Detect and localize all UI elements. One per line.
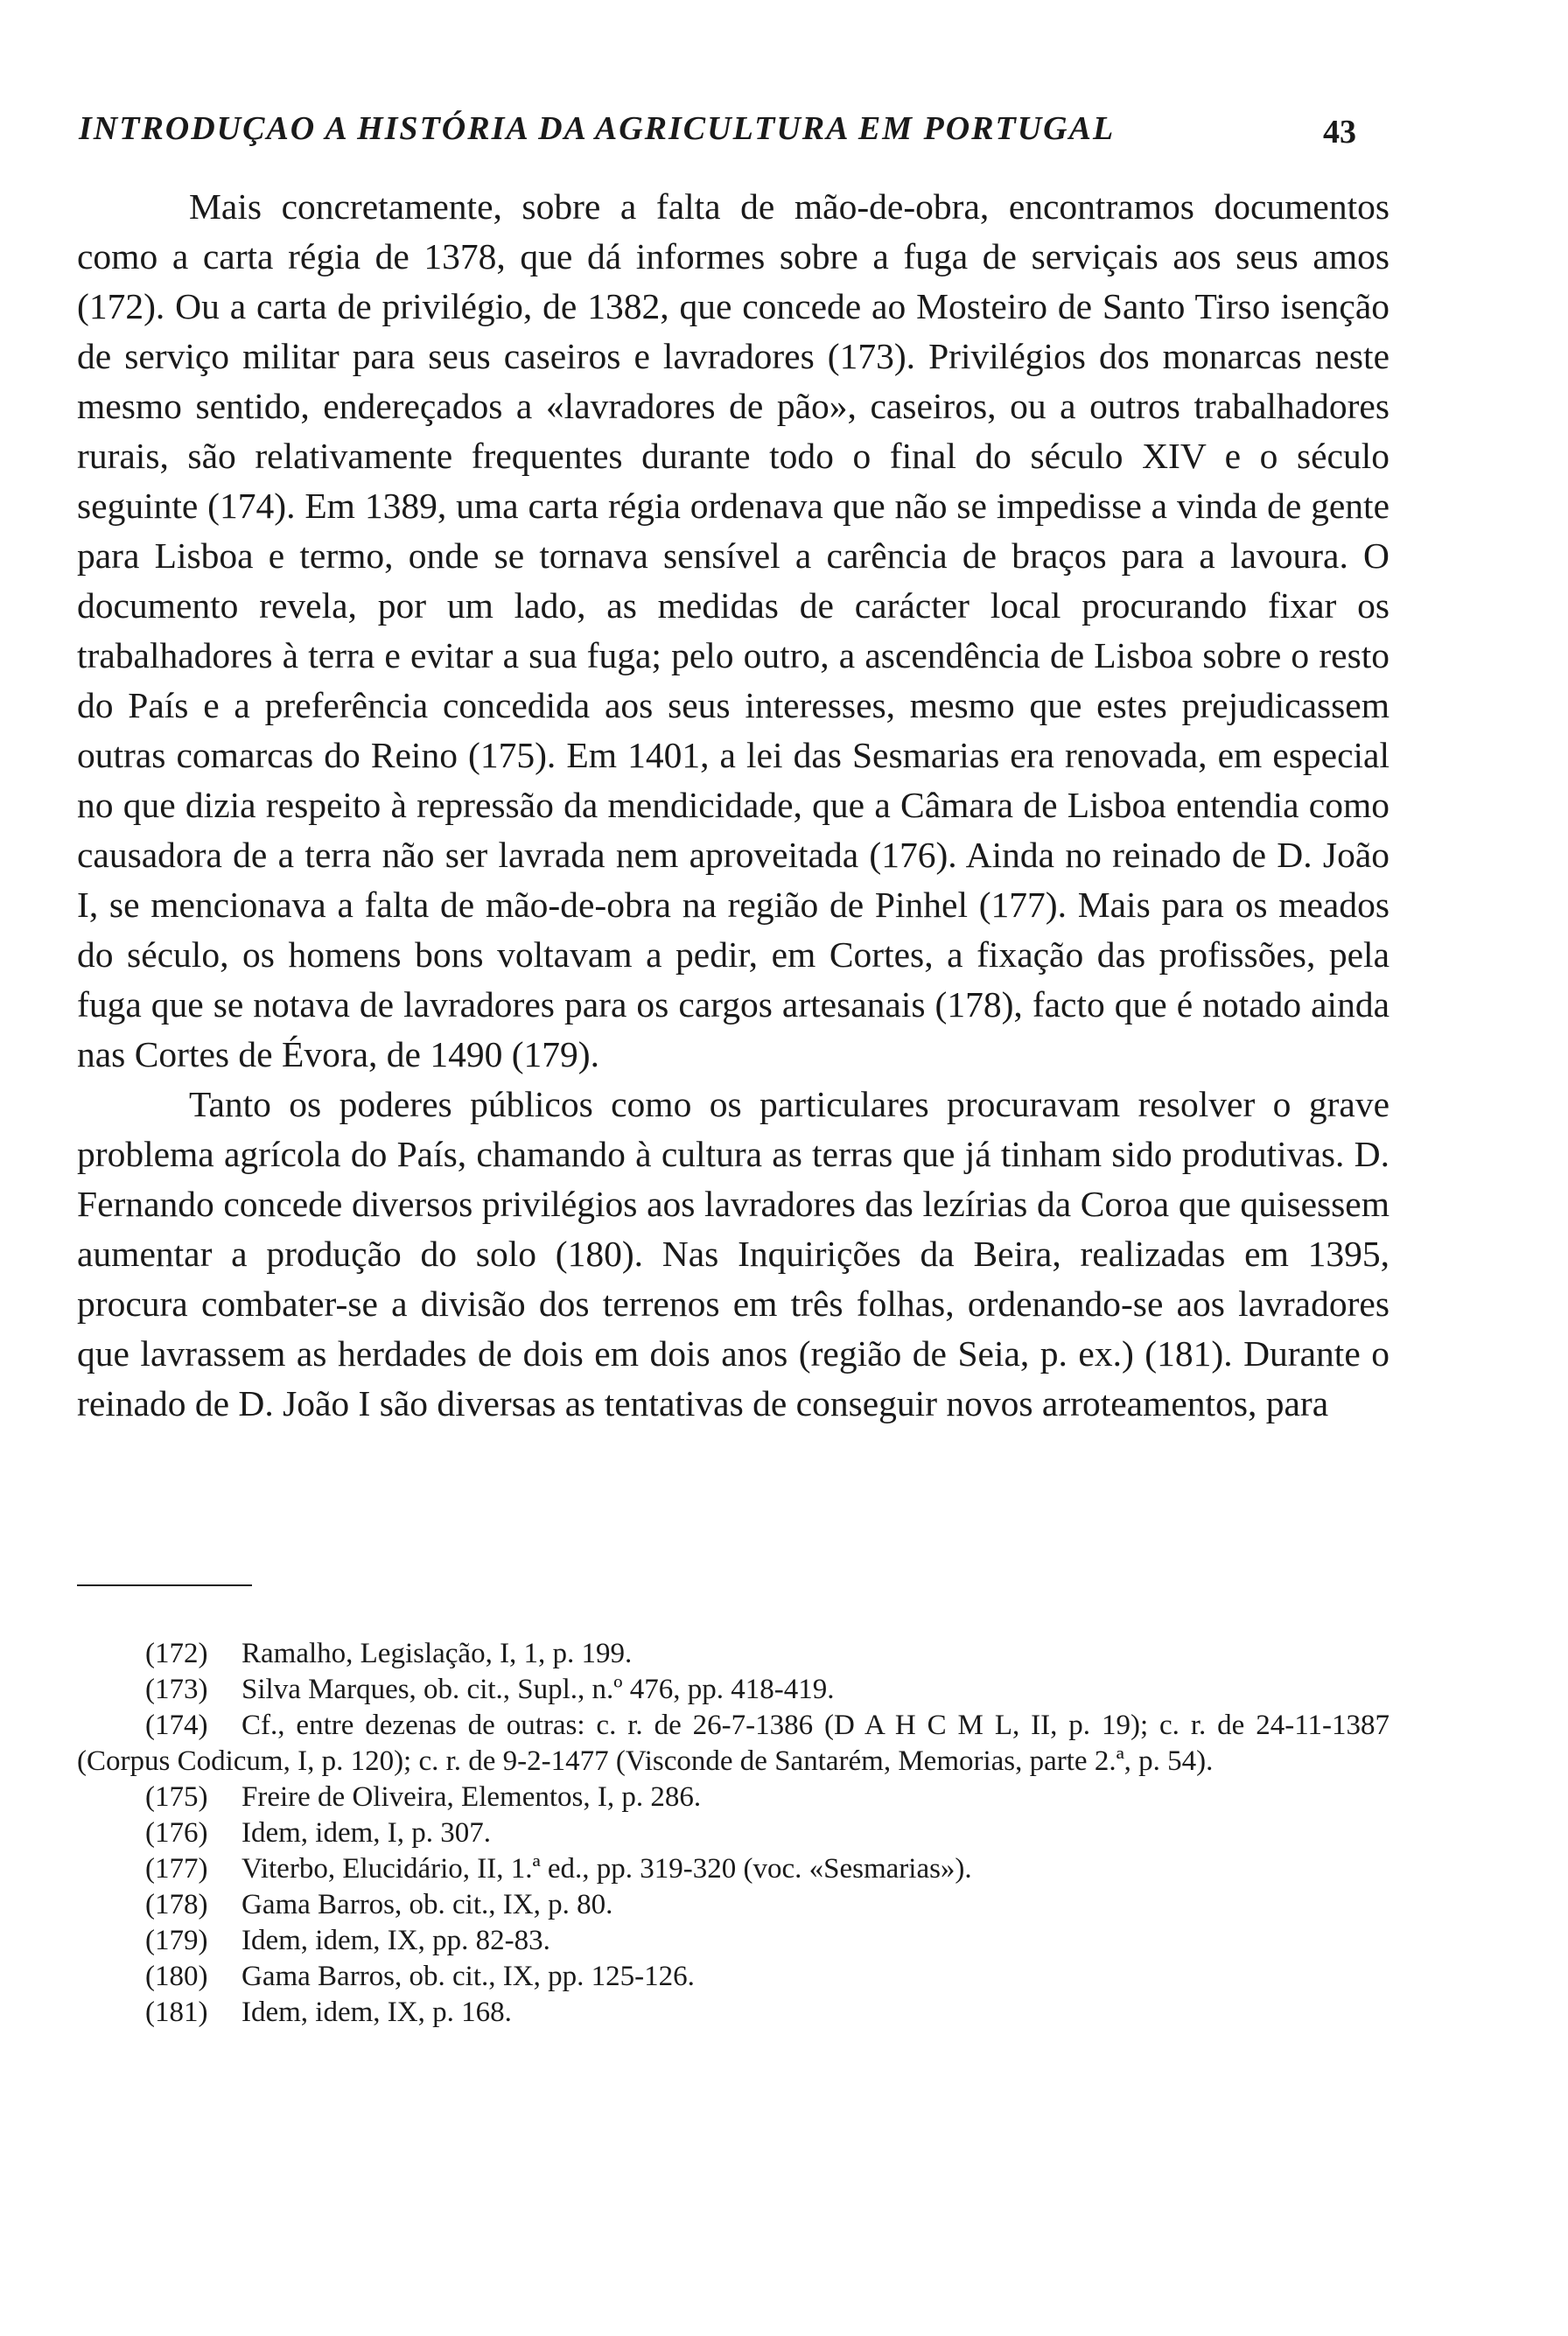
footnote-number: (172)	[145, 1638, 208, 1669]
footnotes	[77, 1636, 1390, 2031]
footnote	[77, 1708, 1390, 1780]
footnote-number: (180)	[145, 1961, 208, 1992]
footnote-number: (181)	[145, 1997, 208, 2028]
body-paragraph: Tanto os poderes públicos como os particulares procuravam resolver o grave problema agrícola do País, chamando à cultura as terras que já tinham sido produtivas. D. Fernando concede diversos privilégios aos lavradores das lezírias da Coroa que quisessem aumentar a produção do solo (180). Nas Inquirições da Beira, realizadas em 1395, procura combater-se a divisão dos terrenos em três folhas, ordenando-se aos lavradores que lavrassem as herdades de dois em dois anos (região de Seia, p. ex.) (181). Durante o reinado de D. João I são diversas as tentativas de conseguir novos arroteamentos, para	[77, 1084, 1390, 1423]
footnote-text: Freire de Oliveira, Elementos, I, p. 286.	[242, 1781, 702, 1813]
footnote-number: (177)	[145, 1853, 208, 1885]
footnote-text: Idem, idem, IX, p. 168.	[242, 1997, 512, 2028]
footnote	[77, 1780, 1390, 1815]
footnote	[77, 1636, 1390, 1672]
footnote-number: (174)	[145, 1710, 208, 1741]
footnote	[77, 1672, 1390, 1708]
footnote	[77, 1887, 1390, 1923]
footnote-text: Ramalho, Legislação, I, 1, p. 199.	[242, 1638, 633, 1669]
footnote-text: Idem, idem, IX, pp. 82-83.	[242, 1925, 550, 1956]
footnote-number: (175)	[145, 1781, 208, 1813]
footnote	[77, 1815, 1390, 1851]
footnote-number: (179)	[145, 1925, 208, 1956]
footnote-separator-rule	[77, 1584, 252, 1586]
footnote-text: Silva Marques, ob. cit., Supl., n.º 476, pp. 418-419.	[242, 1674, 835, 1705]
footnote	[77, 1959, 1390, 1995]
footnote-text: Viterbo, Elucidário, II, 1.ª ed., pp. 319-320 (voc. «Sesmarias»).	[242, 1853, 972, 1885]
footnote-number: (176)	[145, 1817, 208, 1849]
footnote	[77, 1923, 1390, 1959]
running-title: INTRODUÇAO A HISTÓRIA DA AGRICULTURA EM PORTUGAL	[79, 110, 1116, 147]
footnote-number: (173)	[145, 1674, 208, 1705]
page-number: 43	[1323, 114, 1356, 150]
footnote	[77, 1851, 1390, 1887]
footnote-text: Gama Barros, ob. cit., IX, p. 80.	[242, 1889, 613, 1920]
footnote-text: Idem, idem, I, p. 307.	[242, 1817, 492, 1849]
body-text	[77, 182, 1390, 1429]
body-paragraph: Mais concretamente, sobre a falta de mão-de-obra, encontramos documentos como a carta régia de 1378, que dá informes sobre a fuga de serviçais aos seus amos (172). Ou a carta de privilégio, de 1382, que concede ao Mosteiro de Santo Tirso isenção de serviço militar para seus caseiros e lavradores (173). Privilégios dos monarcas neste mesmo sentido, endereçados a «lavradores de pão», caseiros, ou a outros trabalhadores rurais, são relativamente frequentes durante todo o final do século XIV e o século seguinte (174). Em 1389, uma carta régia ordenava que não se impedisse a vinda de gente para Lisboa e termo, onde se tornava sensível a carência de braços para a lavoura. O documento revela, por um lado, as medidas de carácter local procurando fixar os trabalhadores à terra e evitar a sua fuga; pelo outro, a ascendência de Lisboa sobre o resto do País e a preferência concedida aos seus interesses, mesmo que estes prejudicassem outras comarcas do Reino (175). Em 1401, a lei das Sesmarias era renovada, em especial no que dizia respeito à repressão da mendicidade, que a Câmara de Lisboa entendia como causadora de a terra não ser lavrada nem aproveitada (176). Ainda no reinado de D. João I, se mencionava a falta de mão-de-obra na região de Pinhel (177). Mais para os meados do século, os homens bons voltavam a pedir, em Cortes, a fixação das profissões, pela fuga que se notava de lavradores para os cargos artesanais (178), facto que é notado ainda nas Cortes de Évora, de 1490 (179).	[77, 186, 1390, 1074]
footnote-number: (178)	[145, 1889, 208, 1920]
footnote	[77, 1995, 1390, 2031]
footnote-text: Gama Barros, ob. cit., IX, pp. 125-126.	[242, 1961, 695, 1992]
footnote-text: Cf., entre dezenas de outras: c. r. de 26-7-1386 (D A H C M L, II, p. 19); c. r. de 24-11-1387 (Corpus Codicum, I, p. 120); c. r. de 9-2-1477 (Visconde de Santarém, Memorias, parte 2.ª, p. 54).	[77, 1710, 1390, 1777]
